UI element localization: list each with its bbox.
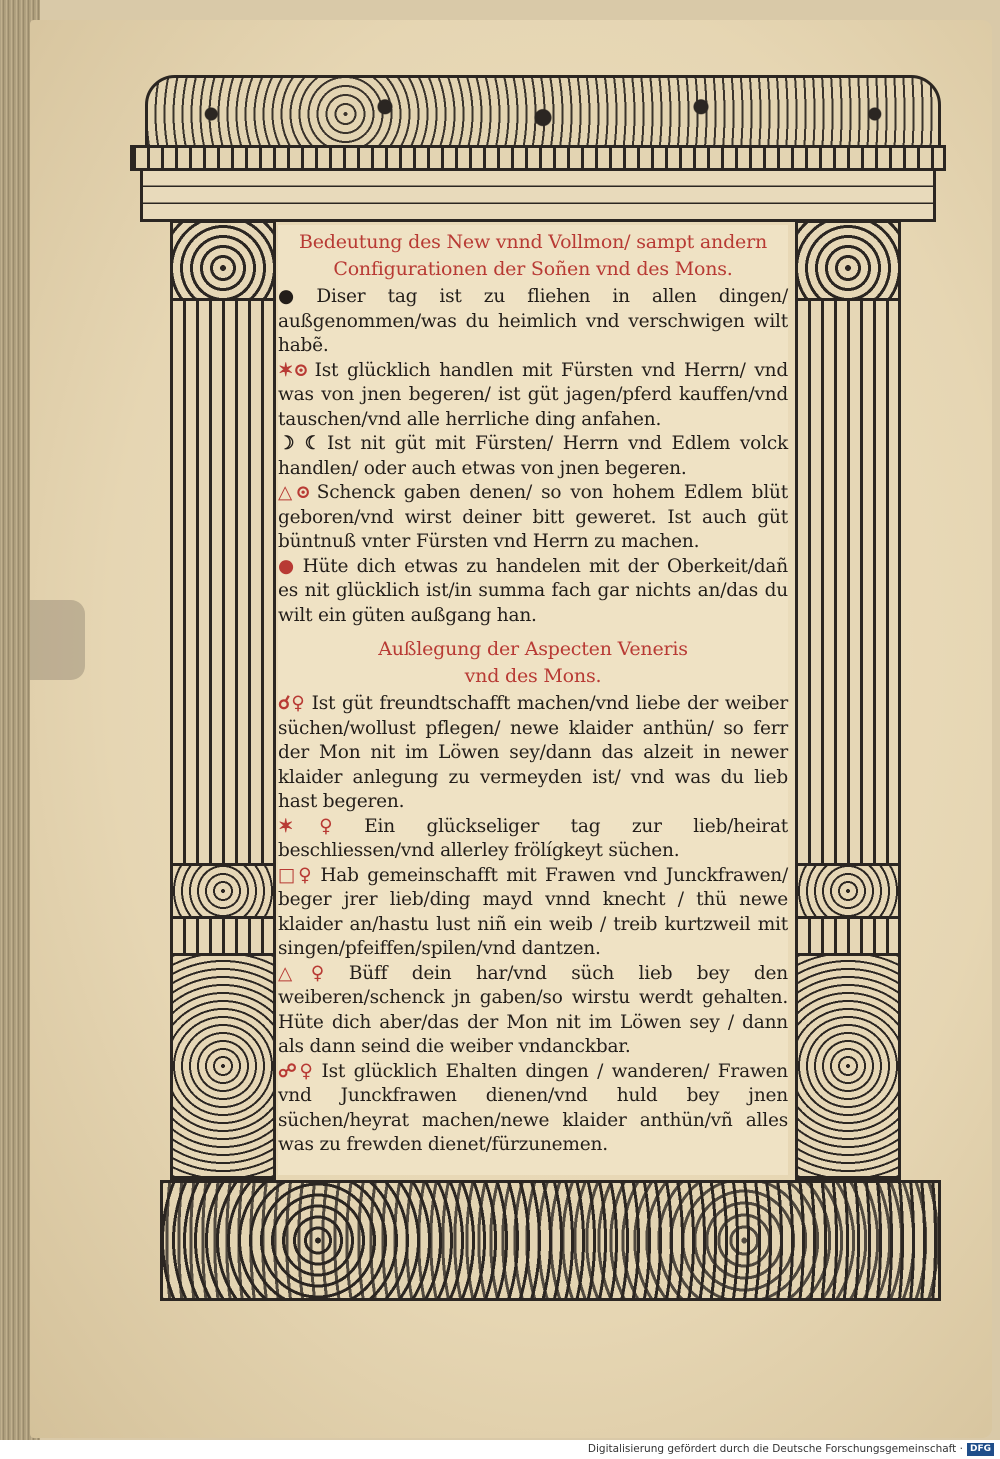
left-column-ring [170,863,276,919]
section-heading-2 [278,636,788,690]
heading-2-line-2: vnd des Mons. [464,665,602,687]
entry-text: Ist nit güt mit Fürsten/ Herrn vnd Edlem volck handlen/ oder auch etwas von jnen begeren. [278,433,789,479]
right-column [795,220,901,1181]
entry-text: Ist glücklich Ehalten dingen / wanderen/ Frawen vnd Junckfrawen dienen/vnd huld bey jnen süchen/heyrat machen/newe klaider anthün/vñ alles was zu frewden dienet/fürzunemen. [278,1060,789,1155]
full-moon-icon: ● [278,555,297,577]
entry-square-venus [278,864,788,962]
entry-opposition-venus [278,1060,788,1158]
heading-2-line-1: Außlegung der Aspecten Veneris [378,638,688,660]
entry-text: Büff dein har/vnd süch lieb bey den weiberen/schenck jn gaben/so wirstu werdt gehalten. Hüte dich aber/das der Mon nit im Löwen sey / dann als dann seind die weiber vndanckbar. [278,962,788,1057]
entry-trine-venus [278,962,788,1060]
entry-text: Ist glücklich handlen mit Fürsten vnd Herrn/ vnd was von jnen begeren/ ist güt jagen/pferd kauffen/vnd tauschen/vnd alle herrliche ding anfahen. [278,359,788,430]
ornamental-bottom-band [160,1180,941,1301]
cornice-architrave [140,168,936,222]
clip-shadow [30,600,85,680]
square-venus-icon: □♀ [278,864,315,886]
left-column [170,220,276,1181]
digitization-footer [0,1440,1000,1459]
left-column-pedestal [170,953,276,1179]
trine-venus-icon: △♀ [278,962,343,984]
entry-text: Hab gemeinschafft mit Frawen vnd Junckfrawen/ beger jrer lieb/ding mayd vnnd knecht / thü newe klaider an/hastu lust niñ ein weib / treib kurtzweil mit singen/pfeiffen/spilen/vnd dantzen. [278,864,788,959]
entry-conjunction-venus [278,692,788,815]
text-panel [278,225,788,1175]
entry-moon-quarters [278,432,788,481]
left-column-capital [170,220,276,301]
new-moon-icon: ● [278,286,311,307]
right-column-capital [795,220,901,301]
entry-text: Ein glückseliger tag zur lieb/heirat beschliessen/vnd allerley frölígkeyt süchen. [278,815,789,861]
entry-text: Diser tag ist zu fliehen in allen dingen/ außgenommen/was du heimlich vnd verschwigen wilt habẽ. [278,286,788,356]
entry-full-moon [278,555,788,629]
dfg-logo: DFG [967,1443,994,1456]
entry-text: Hüte dich etwas zu handelen mit der Oberkeit/dañ es nit glücklich ist/in summa fach gar nichts an/das du wilt ein güten außgang han. [278,555,788,626]
section-heading-1 [278,229,788,283]
footer-credit: Digitalisierung gefördert durch die Deutsche Forschungsgemeinschaft · [587,1443,963,1455]
heading-1-line-1: Bedeutung des New vnnd Vollmon/ sampt andern [298,231,768,253]
sextile-venus-icon: ✶♀ [278,815,359,837]
right-column-pedestal [795,953,901,1179]
entry-text: Ist güt freundtschafft machen/vnd liebe der weiber süchen/wollust pflegen/ newe klaider anthün/ so ferr der Mon nit im Löwen sey/dann das alzeit in newer klaider anlegung zu vermeyden ist/ vnd was du lieb hast begeren. [278,693,788,812]
entry-sextile-sun [278,359,788,433]
sextile-sun-icon: ✶⊙ [278,359,309,381]
opposition-venus-icon: ☍♀ [278,1060,316,1082]
trine-sun-icon: △⊙ [278,482,311,503]
entry-trine-sun [278,481,788,555]
conjunction-venus-icon: ☌♀ [278,693,306,714]
entry-sextile-venus [278,815,788,864]
heading-1-line-2: Configurationen der Soñen vnd des Mons. [333,258,733,280]
right-column-ring [795,863,901,919]
crescent-moon-icon: ☽ ☾ [278,433,322,454]
entry-new-moon [278,285,788,359]
ornamental-frieze [145,75,941,153]
entry-text: Schenck gaben denen/ so von hohem Edlem blüt geboren/vnd wirst deiner bitt geweret. Ist auch güt büntnuß vnter Fürsten vnd Herrn zu machen. [278,482,788,552]
